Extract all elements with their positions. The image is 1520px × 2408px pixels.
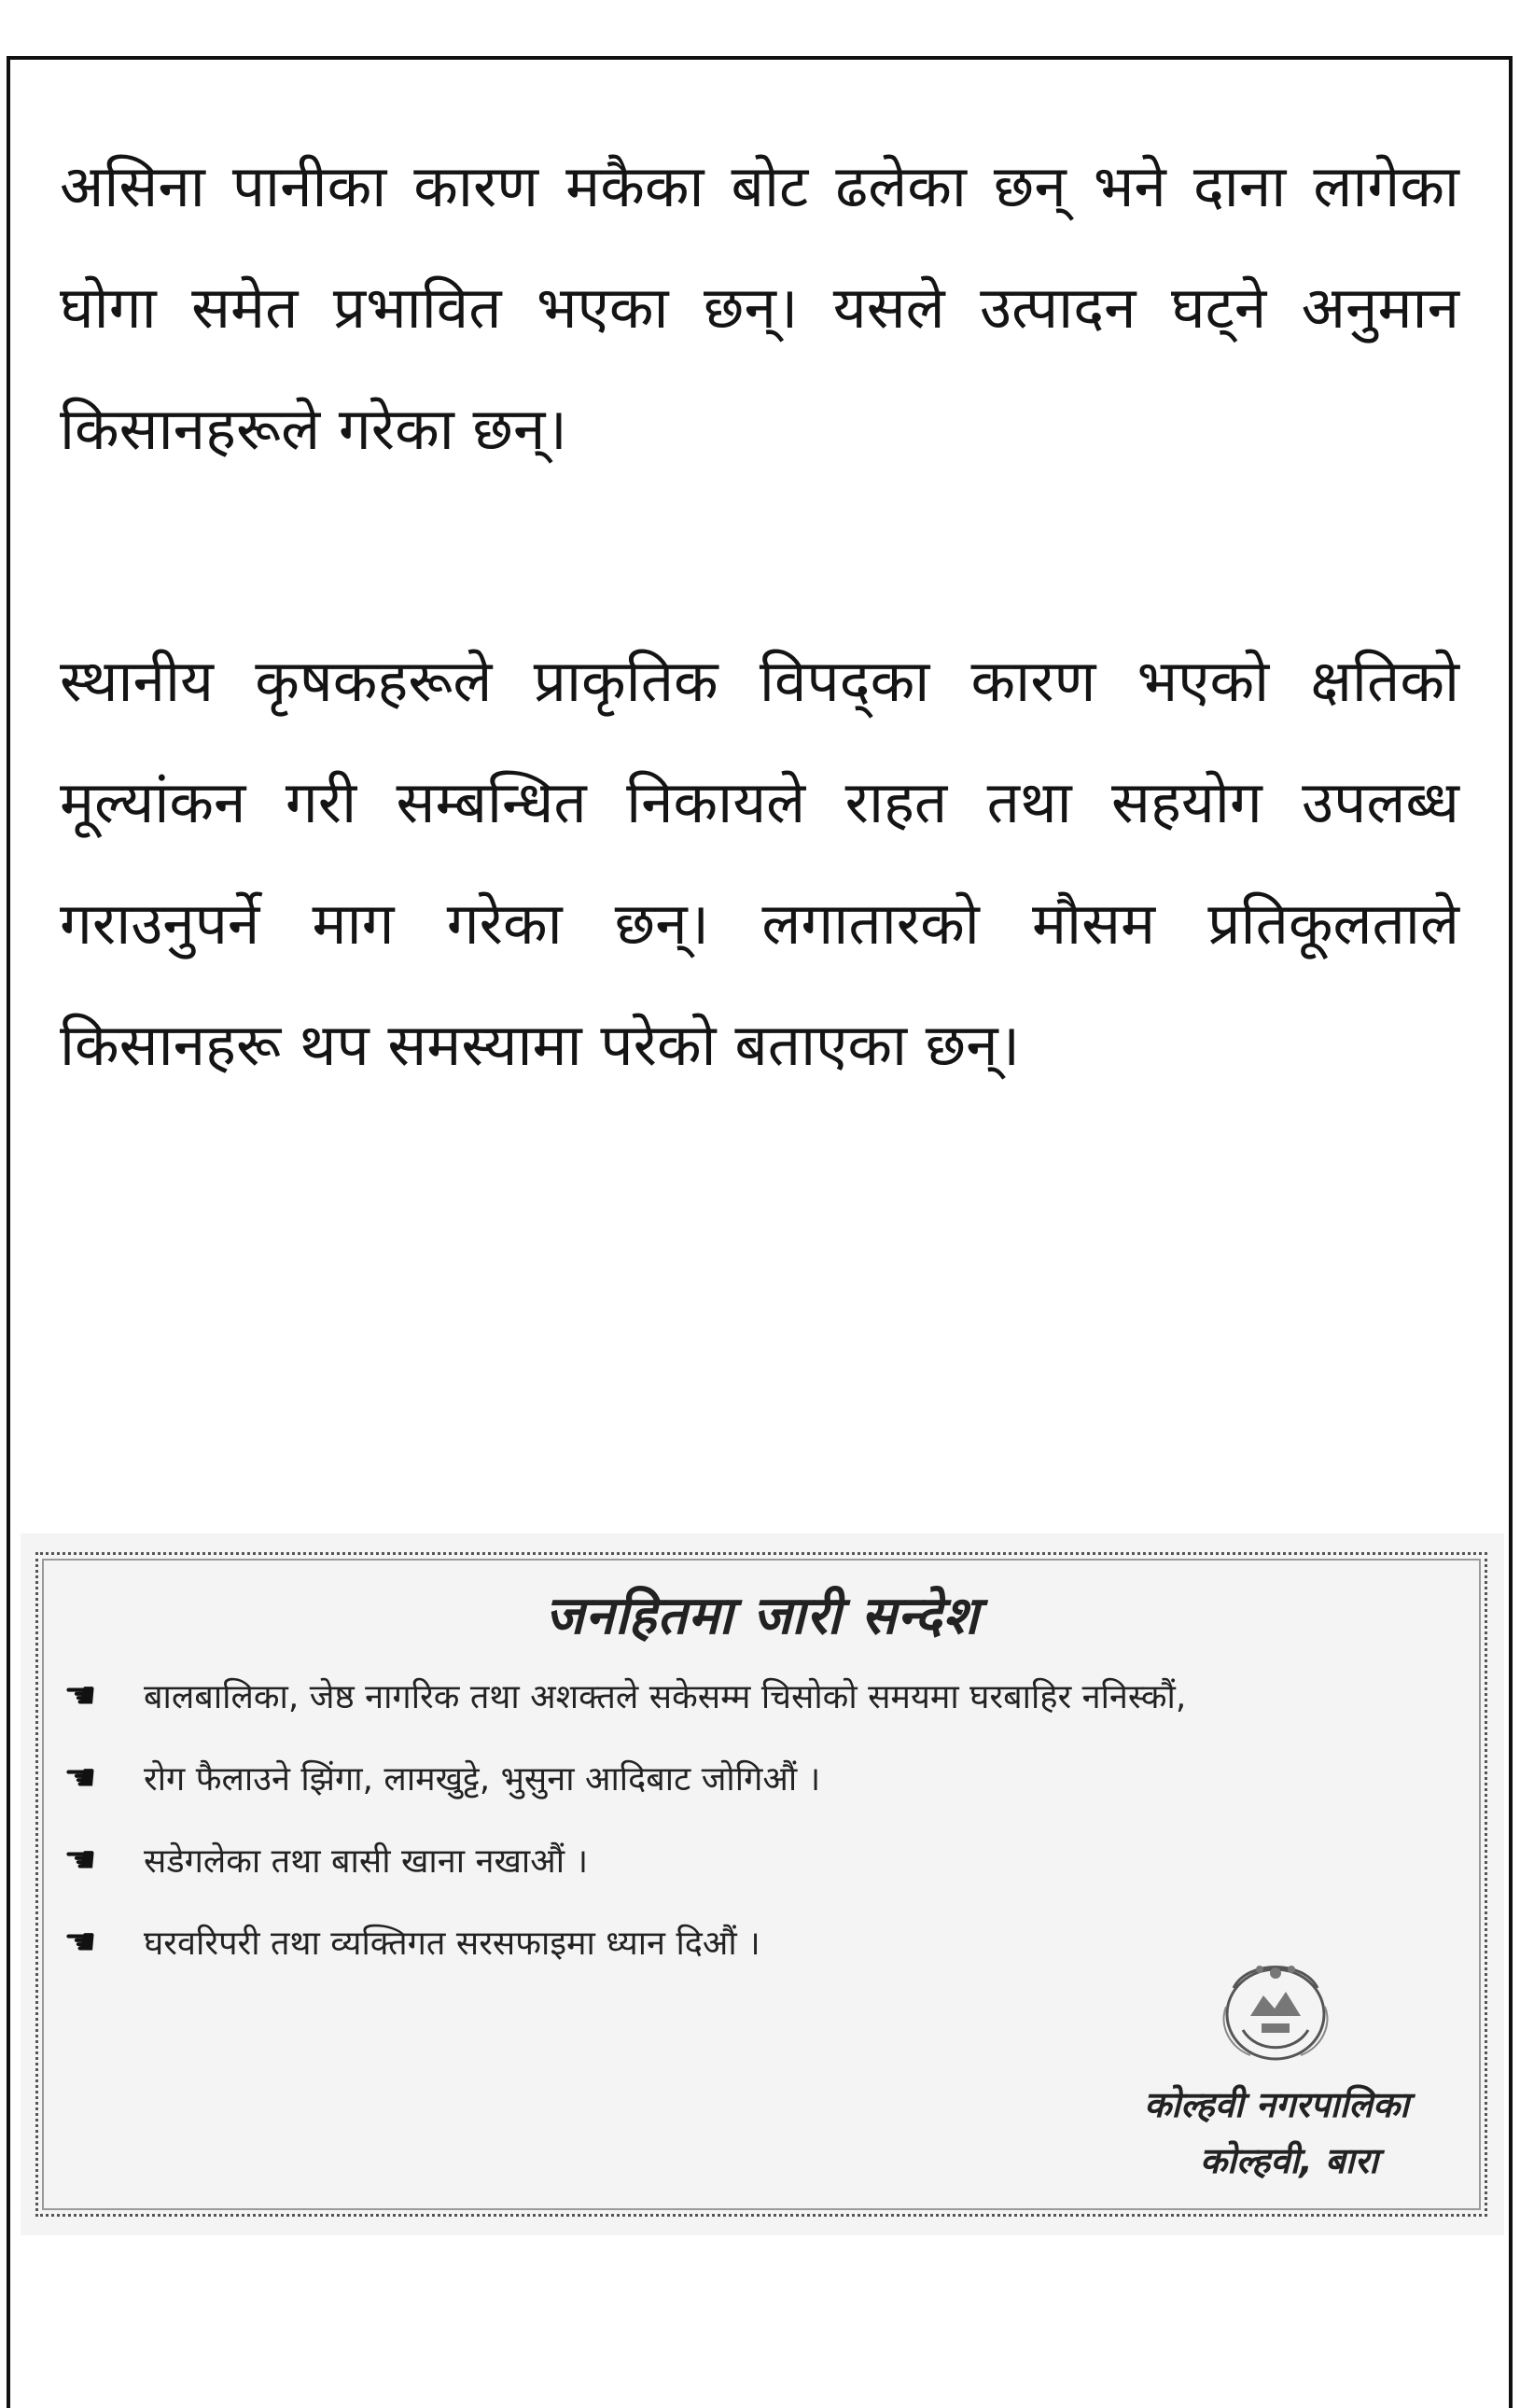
- notice-message-text: बालबालिका, जेष्ठ नागरिक तथा अशक्तले सकेसम्म चिसोको समयमा घरबाहिर ननिस्कौं,: [144, 1678, 1187, 1716]
- pointing-hand-icon: ☚: [63, 1757, 97, 1799]
- notice-message-text: सडेगलेका तथा बासी खाना नखाऔं ।: [144, 1842, 589, 1881]
- notice-message-item: [58, 1669, 1467, 1727]
- public-notice-box: [21, 1533, 1504, 2235]
- notice-message-item: [58, 1833, 1467, 1891]
- notice-title: जनहितमा जारी सन्देश: [545, 1586, 980, 1646]
- municipality-name: कोल्हवी नगरपालिका: [1144, 2084, 1409, 2125]
- pointing-hand-icon: ☚: [63, 1839, 97, 1882]
- notice-message-item: [58, 1751, 1467, 1809]
- notice-message-text: रोग फैलाउने झिंगा, लामखुट्टे, भुसुना आदिबाट जोगिऔं ।: [144, 1760, 821, 1799]
- pointing-hand-icon: ☚: [63, 1921, 97, 1964]
- municipality-address: कोल्हवी, बारा: [1199, 2140, 1378, 2181]
- notice-message-text: घरवरिपरी तथा व्यक्तिगत सरसफाइमा ध्यान दिऔं ।: [144, 1925, 760, 1963]
- article-paragraph: स्थानीय कृषकहरूले प्राकृतिक विपद्का कारण भएको क्षतिको मूल्यांकन गरी सम्बन्धित निकायले राहत तथा सहयोग उपलब्ध गराउनुपर्ने माग गरेका छन्। लगातारको मौसम प्रतिकूलताले किसानहरू थप समस्यामा परेको बताएका छन्।: [60, 647, 1459, 1079]
- pointing-hand-icon: ☚: [63, 1674, 97, 1717]
- news-article: [60, 126, 1459, 1106]
- notice-message-list: [58, 1669, 1467, 1997]
- article-paragraph: असिना पानीका कारण मकैका बोट ढलेका छन् भने दाना लागेका घोगा समेत प्रभावित भएका छन्। यसले उत्पादन घट्ने अनुमान किसानहरूले गरेका छन्।: [60, 152, 1459, 463]
- nepal-government-emblem-icon: [1206, 1951, 1346, 2072]
